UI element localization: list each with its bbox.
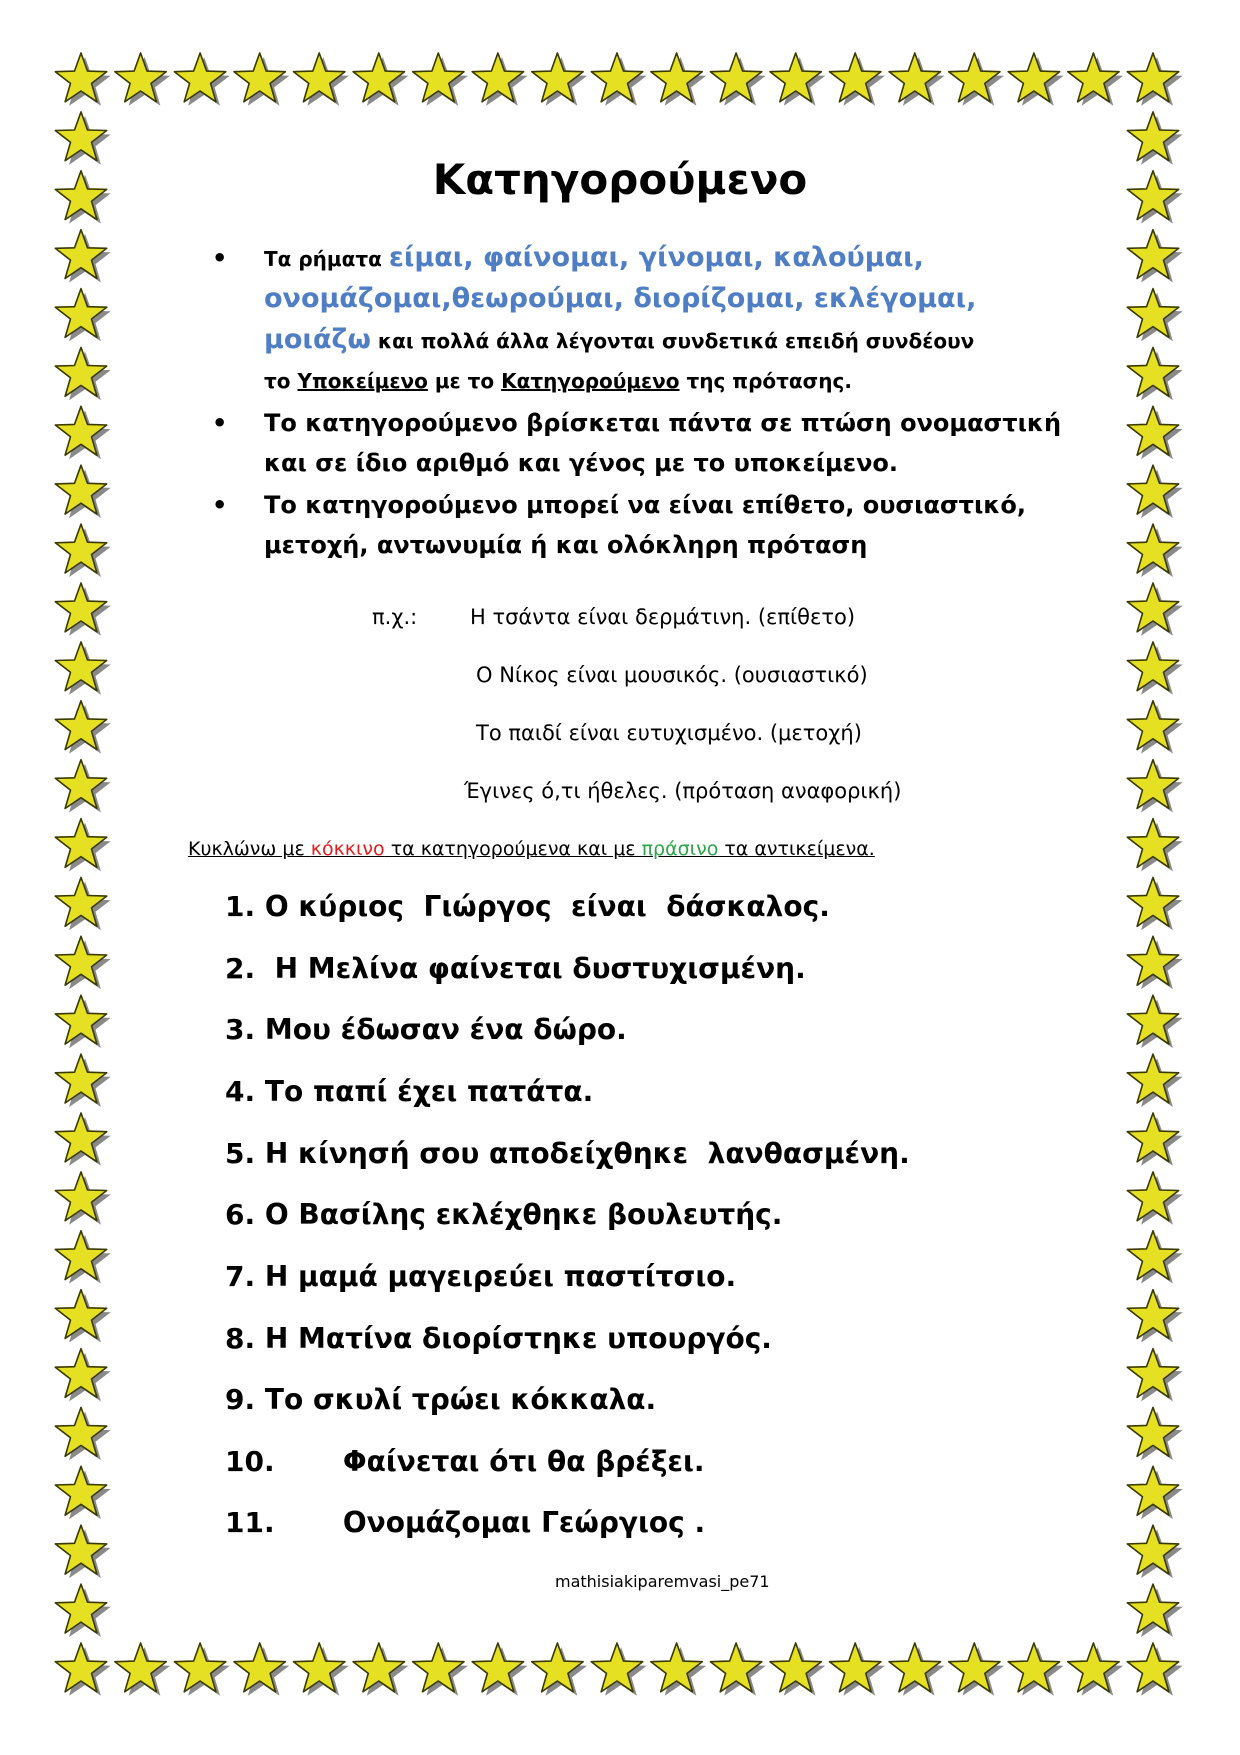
- instruction-part: τα κατηγορούμενα και με: [384, 838, 642, 860]
- exercise-item: 11. Ονομάζομαι Γεώργιος .: [225, 1506, 706, 1539]
- star-icon: [55, 995, 110, 1048]
- subject-term: Υποκείμενο: [297, 369, 428, 393]
- instruction-part: τα αντικείμενα.: [718, 838, 875, 860]
- star-icon: [1127, 701, 1182, 754]
- exercise-item: 1. Ο κύριος Γιώργος είναι δάσκαλος.: [225, 890, 830, 923]
- linking-verbs-1: είμαι, φαίνομαι, γίνομαι, καλούμαι,: [388, 242, 924, 273]
- star-icon: [174, 1643, 229, 1696]
- star-icon: [55, 524, 110, 577]
- predicate-term: Κατηγορούμενο: [501, 369, 680, 393]
- example-line: Το παιδί είναι ευτυχισμένο. (μετοχή): [476, 721, 862, 745]
- star-icon: [55, 1172, 110, 1225]
- star-icon: [1127, 1584, 1182, 1637]
- star-icon: [234, 53, 289, 106]
- exercise-item: 9. Το σκυλί τρώει κόκκαλα.: [225, 1383, 657, 1416]
- star-icon: [532, 1643, 587, 1696]
- example-line: Έγινες ό,τι ήθελες. (πρόταση αναφορική): [464, 779, 902, 803]
- star-icon: [1127, 760, 1182, 813]
- star-icon: [55, 289, 110, 342]
- star-icon: [55, 1113, 110, 1166]
- star-icon: [1127, 1054, 1182, 1107]
- rule-rest: και πολλά άλλα λέγονται συνδετικά επειδή συνδέουν: [370, 329, 975, 353]
- instruction-part: Κυκλώνω με: [188, 838, 311, 860]
- star-icon: [1127, 642, 1182, 695]
- star-icon: [532, 53, 587, 106]
- star-icon: [55, 1054, 110, 1107]
- star-icon: [1068, 53, 1123, 106]
- star-icon: [294, 53, 349, 106]
- star-icon: [294, 1643, 349, 1696]
- star-icon: [472, 1643, 527, 1696]
- star-icon: [55, 1466, 110, 1519]
- exercise-item: 3. Μου έδωσαν ένα δώρο.: [225, 1013, 627, 1046]
- star-icon: [591, 53, 646, 106]
- star-icon: [949, 1643, 1004, 1696]
- star-icon: [1127, 465, 1182, 518]
- example-line: Ο Νίκος είναι μουσικός. (ουσιαστικό): [476, 663, 868, 687]
- rule-lead: Τα ρήματα: [264, 247, 389, 271]
- footer-credit: mathisiakiparemvasi_pe71: [555, 1572, 770, 1591]
- star-icon: [55, 230, 110, 283]
- star-icon: [830, 53, 885, 106]
- rules-list: [236, 238, 1076, 565]
- star-icon: [889, 1643, 944, 1696]
- star-icon: [472, 53, 527, 106]
- star-icon: [55, 819, 110, 872]
- star-icon: [353, 53, 408, 106]
- star-icon: [55, 1525, 110, 1578]
- star-icon: [1127, 1349, 1182, 1402]
- star-icon: [55, 1349, 110, 1402]
- star-icon: [55, 701, 110, 754]
- star-icon: [55, 583, 110, 636]
- exercise-item: 2. Η Μελίνα φαίνεται δυστυχισμένη.: [225, 952, 806, 985]
- star-icon: [55, 1407, 110, 1460]
- star-icon: [234, 1643, 289, 1696]
- green-word: πράσινο: [641, 838, 719, 860]
- instruction: [188, 838, 875, 860]
- rule-linking-verbs: [236, 238, 1076, 401]
- star-icon: [55, 465, 110, 518]
- star-icon: [1127, 1231, 1182, 1284]
- star-icon: [651, 1643, 706, 1696]
- rule-case: • Το κατηγορούμενο βρίσκεται πάντα σε πτώση ονομαστική και σε ίδιο αριθμό και γένος με το υποκείμενο.: [236, 403, 1076, 483]
- star-icon: [1127, 583, 1182, 636]
- star-icon: [55, 760, 110, 813]
- star-icon: [55, 877, 110, 930]
- star-icon: [1127, 1113, 1182, 1166]
- star-icon: [55, 936, 110, 989]
- linking-verbs-2: ονομάζομαι,θεωρούμαι, διορίζομαι, εκλέγομαι,: [264, 283, 977, 314]
- page-title: Κατηγορούμενο: [432, 155, 808, 204]
- star-icon: [889, 53, 944, 106]
- star-icon: [1127, 1407, 1182, 1460]
- rule-to: το: [264, 369, 298, 393]
- exercise-item: 10. Φαίνεται ότι θα βρέξει.: [225, 1445, 705, 1478]
- star-icon: [55, 1231, 110, 1284]
- exercise-item: 8. Η Ματίνα διορίστηκε υπουργός.: [225, 1322, 772, 1355]
- rule-with: με το: [427, 369, 502, 393]
- star-icon: [710, 53, 765, 106]
- star-icon: [770, 53, 825, 106]
- rule-tail: της πρότασης.: [679, 369, 852, 393]
- rule-types: • Το κατηγορούμενο μπορεί να είναι επίθετο, ουσιαστικό, μετοχή, αντωνυμία ή και ολόκληρη πρόταση: [236, 485, 1076, 565]
- star-icon: [413, 53, 468, 106]
- star-icon: [1008, 1643, 1063, 1696]
- star-icon: [651, 53, 706, 106]
- star-icon: [770, 1643, 825, 1696]
- star-icon: [1127, 230, 1182, 283]
- exercise-item: 4. Το παπί έχει πατάτα.: [225, 1075, 594, 1108]
- star-icon: [1127, 1466, 1182, 1519]
- star-icon: [55, 406, 110, 459]
- star-icon: [1127, 347, 1182, 400]
- star-icon: [55, 1290, 110, 1343]
- star-icon: [1127, 936, 1182, 989]
- star-icon: [55, 1584, 110, 1637]
- exercise-item: 7. Η μαμά μαγειρεύει παστίτσιο.: [225, 1260, 737, 1293]
- star-icon: [1127, 1643, 1182, 1696]
- star-icon: [353, 1643, 408, 1696]
- star-icon: [55, 1643, 110, 1696]
- examples-prefix: π.χ.:: [372, 605, 418, 629]
- star-icon: [1127, 877, 1182, 930]
- linking-verbs-3: μοιάζω: [264, 324, 371, 355]
- star-icon: [115, 53, 170, 106]
- star-icon: [1127, 1172, 1182, 1225]
- star-icon: [55, 53, 110, 106]
- star-icon: [174, 53, 229, 106]
- star-icon: [1127, 1525, 1182, 1578]
- star-icon: [55, 642, 110, 695]
- star-icon: [1127, 1290, 1182, 1343]
- example-line: Η τσάντα είναι δερμάτινη. (επίθετο): [470, 605, 856, 629]
- exercise-item: 5. Η κίνησή σου αποδείχθηκε λανθασμένη.: [225, 1137, 910, 1170]
- star-icon: [413, 1643, 468, 1696]
- star-icon: [115, 1643, 170, 1696]
- star-icon: [1127, 53, 1182, 106]
- star-icon: [1127, 819, 1182, 872]
- star-icon: [830, 1643, 885, 1696]
- red-word: κόκκινο: [310, 838, 385, 860]
- star-icon: [1127, 406, 1182, 459]
- star-icon: [1008, 53, 1063, 106]
- star-icon: [591, 1643, 646, 1696]
- star-icon: [55, 347, 110, 400]
- exercise-item: 6. Ο Βασίλης εκλέχθηκε βουλευτής.: [225, 1198, 783, 1231]
- star-icon: [710, 1643, 765, 1696]
- star-icon: [1127, 524, 1182, 577]
- star-icon: [1127, 995, 1182, 1048]
- star-icon: [949, 53, 1004, 106]
- star-icon: [1127, 289, 1182, 342]
- star-icon: [1068, 1643, 1123, 1696]
